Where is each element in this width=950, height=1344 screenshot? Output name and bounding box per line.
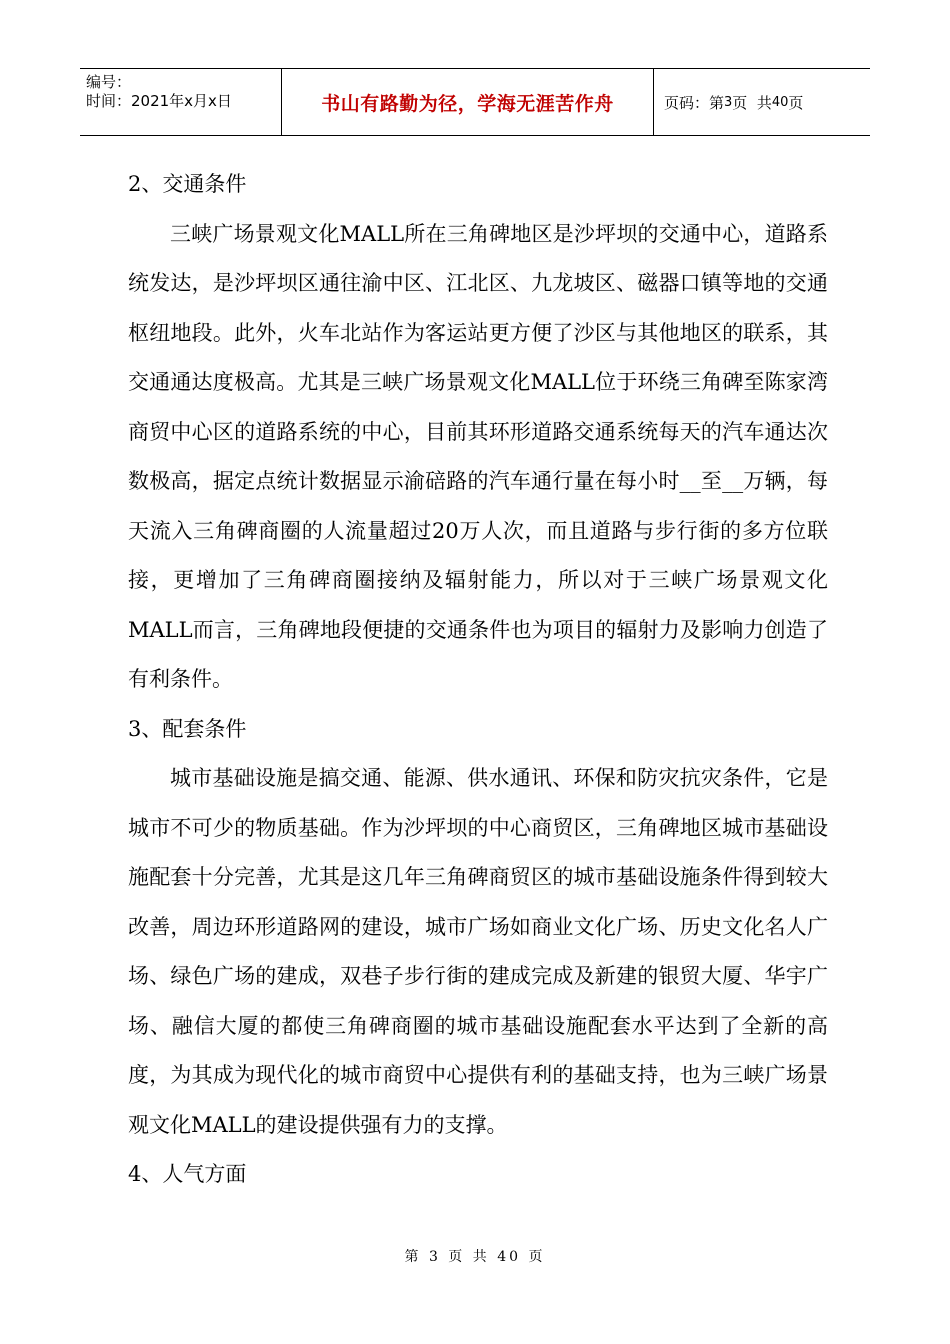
document-body — [128, 160, 828, 1200]
header-motto-cell — [282, 69, 654, 135]
section-heading-popularity: 4、人气方面 — [128, 1162, 247, 1186]
header-page-cell — [654, 69, 870, 135]
date-label: 时间：2021年x月x日 — [86, 92, 232, 110]
page-label-prefix: 页码：第 — [664, 93, 725, 112]
section-paragraph-traffic: 三峡广场景观文化MALL所在三角碑地区是沙坪坝的交通中心，道路系统发达，是沙坪坝区通往渝中区、江北区、九龙坡区、磁器口镇等地的交通枢纽地段。此外，火车北站作为客运站更方便了沙区与其他地区的联系，其交通通达度极高。尤其是三峡广场景观文化MALL位于环绕三角碑至陈家湾商贸中心区的道路系统的中心，目前其环形道路交通系统每天的汽车通达次数极高，据定点统计数据显示渝碚路的汽车通行量在每小时__至__万辆，每天流入三角碑商圈的人流量超过20万人次，而且道路与步行街的多方位联接，更增加了三角碑商圈接纳及辐射能力，所以对于三峡广场景观文化MALL而言，三角碑地段便捷的交通条件也为项目的辐射力及影响力创造了有利条件。 — [128, 221, 828, 691]
section-heading-facilities: 3、配套条件 — [128, 716, 247, 741]
page-current: 3 — [724, 94, 733, 110]
page-total: 40 — [771, 94, 789, 110]
page-label-mid: 页 共 — [732, 93, 772, 112]
motto-text: 书山有路勤为径，学海无涯苦作舟 — [321, 92, 614, 115]
section-heading-traffic: 2、交通条件 — [128, 172, 247, 196]
document-header — [80, 68, 870, 136]
header-meta-cell — [80, 69, 282, 135]
page-label-suffix: 页 — [788, 93, 804, 112]
section-paragraph-facilities: 城市基础设施是搞交通、能源、供水通讯、环保和防灾抗灾条件，它是城市不可少的物质基础。作为沙坪坝的中心商贸区，三角碑地区城市基础设施配套十分完善，尤其是这几年三角碑商贸区的城市基础设施条件得到较大改善，周边环形道路网的建设，城市广场如商业文化广场、历史文化名人广场、绿色广场的建成，双巷子步行街的建成完成及新建的银贸大厦、华宇广场、融信大厦的都使三角碑商圈的城市基础设施配套水平达到了全新的高度，为其成为现代化的城市商贸中心提供有利的基础支持，也为三峡广场景观文化MALL的建设提供强有力的支撑。 — [128, 766, 828, 1137]
page-footer: 第 3 页 共 40 页 — [404, 1249, 546, 1265]
serial-number-label: 编号： — [86, 73, 132, 91]
